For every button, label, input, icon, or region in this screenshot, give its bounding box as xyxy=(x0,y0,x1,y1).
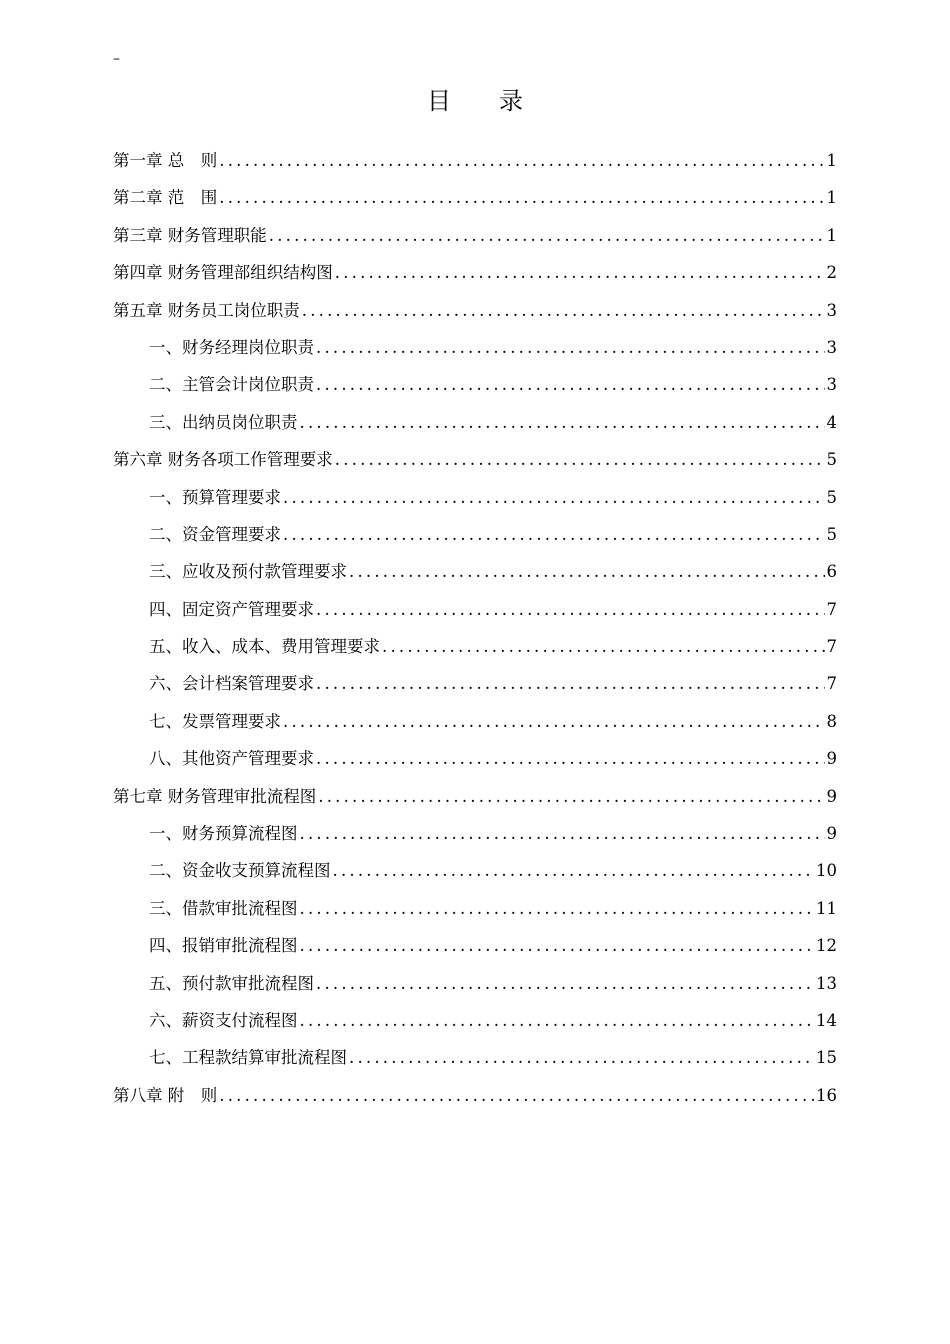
toc-entry-page-number: 7 xyxy=(826,637,837,657)
toc-entry[interactable] xyxy=(113,665,837,702)
toc-entry[interactable] xyxy=(113,292,837,329)
toc-entry-label: 一、财务预算流程图 xyxy=(149,824,298,844)
toc-entry[interactable] xyxy=(113,965,837,1002)
toc-leader-dots xyxy=(219,179,824,216)
toc-leader-dots xyxy=(300,404,825,441)
toc-entry-page-number: 7 xyxy=(826,674,837,694)
header-mark: – xyxy=(113,51,120,67)
toc-entry[interactable] xyxy=(113,628,837,665)
page-title: 目 录 xyxy=(427,87,523,115)
toc-entry-label: 六、薪资支付流程图 xyxy=(149,1010,298,1030)
toc-leader-dots xyxy=(316,965,814,1002)
toc-leader-dots xyxy=(349,1039,814,1076)
toc-leader-dots xyxy=(316,329,825,366)
toc-entry[interactable] xyxy=(113,329,837,366)
toc-entry[interactable] xyxy=(113,1039,837,1076)
toc-entry-page-number: 13 xyxy=(816,973,837,993)
toc-entry-label: 第二章 范 围 xyxy=(113,188,218,208)
toc-leader-dots xyxy=(300,815,825,852)
toc-entry[interactable] xyxy=(113,1077,837,1114)
toc-entry-label: 五、预付款审批流程图 xyxy=(149,973,314,993)
toc-entry-page-number: 12 xyxy=(816,936,837,956)
toc-leader-dots xyxy=(318,778,824,815)
toc-leader-dots xyxy=(333,852,815,889)
toc-leader-dots xyxy=(349,553,825,590)
toc-leader-dots xyxy=(300,927,815,964)
toc-leader-dots xyxy=(219,142,824,179)
toc-entry-page-number: 10 xyxy=(816,861,837,881)
toc-entry[interactable] xyxy=(113,404,837,441)
toc-entry-label: 三、出纳员岗位职责 xyxy=(149,412,298,432)
toc-entry-page-number: 1 xyxy=(826,151,837,170)
toc-leader-dots xyxy=(316,740,825,777)
toc-entry-page-number: 2 xyxy=(826,263,837,283)
toc-entry[interactable] xyxy=(113,890,837,927)
toc-entry-label: 五、收入、成本、费用管理要求 xyxy=(149,637,380,657)
toc-entry[interactable] xyxy=(113,852,837,889)
toc-entry-label: 八、其他资产管理要求 xyxy=(149,749,314,769)
toc-entry-label: 三、应收及预付款管理要求 xyxy=(149,562,347,582)
toc-entry-page-number: 7 xyxy=(826,599,837,619)
toc-leader-dots xyxy=(283,516,825,553)
toc-entry-label: 第五章 财务员工岗位职责 xyxy=(113,300,300,320)
toc-entry-page-number: 3 xyxy=(826,375,837,395)
toc-entry-label: 第六章 财务各项工作管理要求 xyxy=(113,450,333,470)
toc-entry-label: 三、借款审批流程图 xyxy=(149,898,298,918)
toc-leader-dots xyxy=(283,479,825,516)
toc-entry-page-number: 6 xyxy=(826,562,837,582)
toc-entry-page-number: 9 xyxy=(826,786,837,806)
toc-entry-label: 第一章 总 则 xyxy=(113,151,218,170)
toc-entry[interactable] xyxy=(113,366,837,403)
toc-entry-page-number: 9 xyxy=(826,749,837,769)
toc-entry-label: 四、报销审批流程图 xyxy=(149,936,298,956)
toc-leader-dots xyxy=(283,703,825,740)
toc-entry-page-number: 15 xyxy=(816,1048,837,1068)
toc-entry-label: 七、发票管理要求 xyxy=(149,711,281,731)
toc-leader-dots xyxy=(316,665,825,702)
toc-entry-page-number: 3 xyxy=(826,300,837,320)
toc-entry[interactable] xyxy=(113,778,837,815)
toc-entry-page-number: 11 xyxy=(816,898,837,918)
toc-entry-page-number: 5 xyxy=(826,487,837,507)
toc-entry[interactable] xyxy=(113,516,837,553)
toc-entry[interactable] xyxy=(113,217,837,254)
toc-entry-page-number: 5 xyxy=(826,524,837,544)
toc-entry-page-number: 1 xyxy=(826,225,837,245)
toc-leader-dots xyxy=(335,254,825,291)
toc-entry-label: 二、资金管理要求 xyxy=(149,524,281,544)
toc-entry-page-number: 1 xyxy=(826,188,837,208)
toc-entry-page-number: 4 xyxy=(826,412,837,432)
toc-entry[interactable] xyxy=(113,479,837,516)
toc-entry-label: 六、会计档案管理要求 xyxy=(149,674,314,694)
toc-entry-label: 二、资金收支预算流程图 xyxy=(149,861,331,881)
toc-leader-dots xyxy=(300,890,815,927)
toc-entry-page-number: 8 xyxy=(826,711,837,731)
toc-entry[interactable] xyxy=(113,254,837,291)
toc-entry-page-number: 14 xyxy=(816,1010,837,1030)
toc-entry-label: 一、财务经理岗位职责 xyxy=(149,337,314,357)
toc-entry-label: 第七章 财务管理审批流程图 xyxy=(113,786,317,806)
toc-leader-dots xyxy=(300,1002,815,1039)
toc-entry-page-number: 3 xyxy=(826,337,837,357)
toc-entry-label: 第三章 财务管理职能 xyxy=(113,225,267,245)
toc-entry[interactable] xyxy=(113,142,837,179)
toc-entry-page-number: 5 xyxy=(826,450,837,470)
toc-leader-dots xyxy=(269,217,825,254)
toc-leader-dots xyxy=(335,441,825,478)
toc-entry[interactable] xyxy=(113,179,837,216)
toc-entry[interactable] xyxy=(113,1002,837,1039)
toc-leader-dots xyxy=(302,292,825,329)
toc-entry[interactable] xyxy=(113,740,837,777)
toc-entry-label: 二、主管会计岗位职责 xyxy=(149,375,314,395)
toc-entry-label: 第八章 附 则 xyxy=(113,1085,218,1105)
toc-entry-page-number: 16 xyxy=(816,1085,837,1105)
toc-entry[interactable] xyxy=(113,591,837,628)
toc-entry-label: 四、固定资产管理要求 xyxy=(149,599,314,619)
toc-leader-dots xyxy=(316,591,825,628)
toc-entry[interactable] xyxy=(113,927,837,964)
toc-entry[interactable] xyxy=(113,441,837,478)
toc-entry-label: 第四章 财务管理部组织结构图 xyxy=(113,263,333,283)
toc-leader-dots xyxy=(316,366,825,403)
table-of-contents xyxy=(113,142,837,1114)
toc-leader-dots xyxy=(382,628,825,665)
toc-entry-label: 一、预算管理要求 xyxy=(149,487,281,507)
toc-entry[interactable] xyxy=(113,815,837,852)
toc-entry-page-number: 9 xyxy=(826,824,837,844)
toc-entry[interactable] xyxy=(113,703,837,740)
toc-entry-label: 七、工程款结算审批流程图 xyxy=(149,1048,347,1068)
toc-leader-dots xyxy=(219,1077,814,1114)
toc-entry[interactable] xyxy=(113,553,837,590)
